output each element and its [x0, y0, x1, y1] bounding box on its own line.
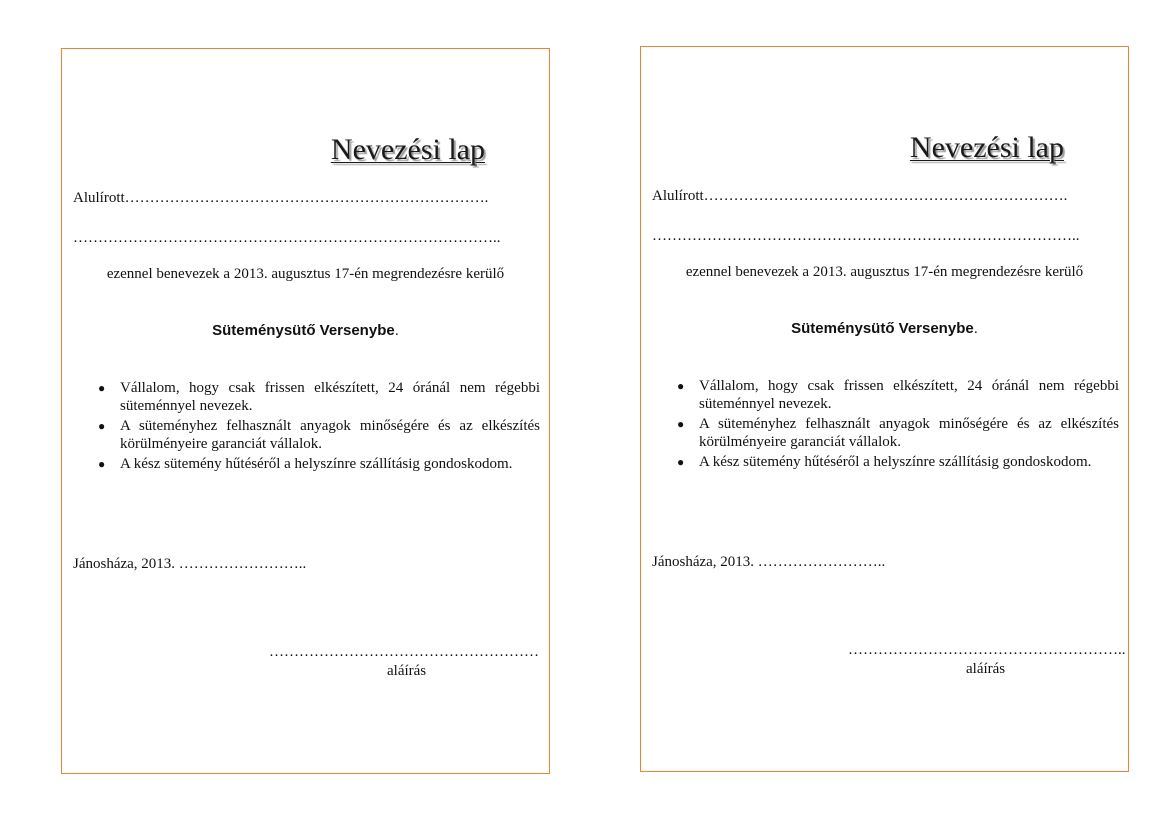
entry-form-left [61, 48, 550, 774]
bullet-icon: ● [677, 417, 685, 431]
signature-label: aláírás [966, 661, 1006, 677]
name-line-continued: ………………………………………………………………………….. [73, 230, 501, 246]
pledge-item [98, 379, 540, 415]
contest-suffix: . [394, 322, 399, 339]
signature-label: aláírás [387, 663, 427, 679]
pledge-text: A kész sütemény hűtéséről a helyszínre szállításig gondoskodom. [699, 454, 1092, 470]
name-line: Alulírott………………………………………………………………. [73, 190, 489, 206]
bullet-icon: ● [98, 457, 106, 471]
contest-name: Süteménysütő Versenybe [791, 320, 974, 337]
pledge-text: A kész sütemény hűtéséről a helyszínre szállításig gondoskodom. [120, 456, 513, 472]
pledge-item [677, 415, 1119, 451]
pledge-item [98, 455, 540, 473]
place-date: Jánosháza, 2013. …………………….. [73, 556, 307, 572]
bullet-icon: ● [98, 419, 106, 433]
entry-form-right [640, 46, 1129, 772]
name-line: Alulírott………………………………………………………………. [652, 188, 1068, 204]
intro-text: ezennel benevezek a 2013. augusztus 17-én megrendezésre kerülő [685, 264, 1084, 280]
contest-line [62, 322, 549, 340]
intro-text: ezennel benevezek a 2013. augusztus 17-én megrendezésre kerülő [106, 266, 505, 282]
pledge-text: A süteményhez felhasznált anyagok minőségére és az elkészítés körülményeire garanciát vállalok. [699, 416, 1119, 450]
contest-line [641, 320, 1128, 338]
bullet-icon: ● [98, 381, 106, 395]
pledge-text: A süteményhez felhasznált anyagok minőségére és az elkészítés körülményeire garanciát vállalok. [120, 418, 540, 452]
form-title: Nevezési lap [330, 133, 485, 166]
bullet-icon: ● [677, 379, 685, 393]
contest-suffix: . [973, 320, 978, 337]
pledge-item [677, 377, 1119, 413]
signature-line: ……………………………………………… [269, 644, 539, 660]
form-title: Nevezési lap [909, 131, 1064, 164]
place-date: Jánosháza, 2013. …………………….. [652, 554, 886, 570]
pledge-item [677, 453, 1119, 471]
pledge-text: Vállalom, hogy csak frissen elkészített, 24 óránál nem régebbi süteménnyel nevezek. [699, 378, 1119, 412]
signature-line: ……………………………………………….. [848, 642, 1126, 658]
pledge-item [98, 417, 540, 453]
contest-name: Süteménysütő Versenybe [212, 322, 395, 339]
bullet-icon: ● [677, 455, 685, 469]
name-line-continued: ………………………………………………………………………….. [652, 228, 1080, 244]
pledge-list [677, 377, 1119, 473]
pledge-text: Vállalom, hogy csak frissen elkészített, 24 óránál nem régebbi süteménnyel nevezek. [120, 380, 540, 414]
pledge-list [98, 379, 540, 475]
